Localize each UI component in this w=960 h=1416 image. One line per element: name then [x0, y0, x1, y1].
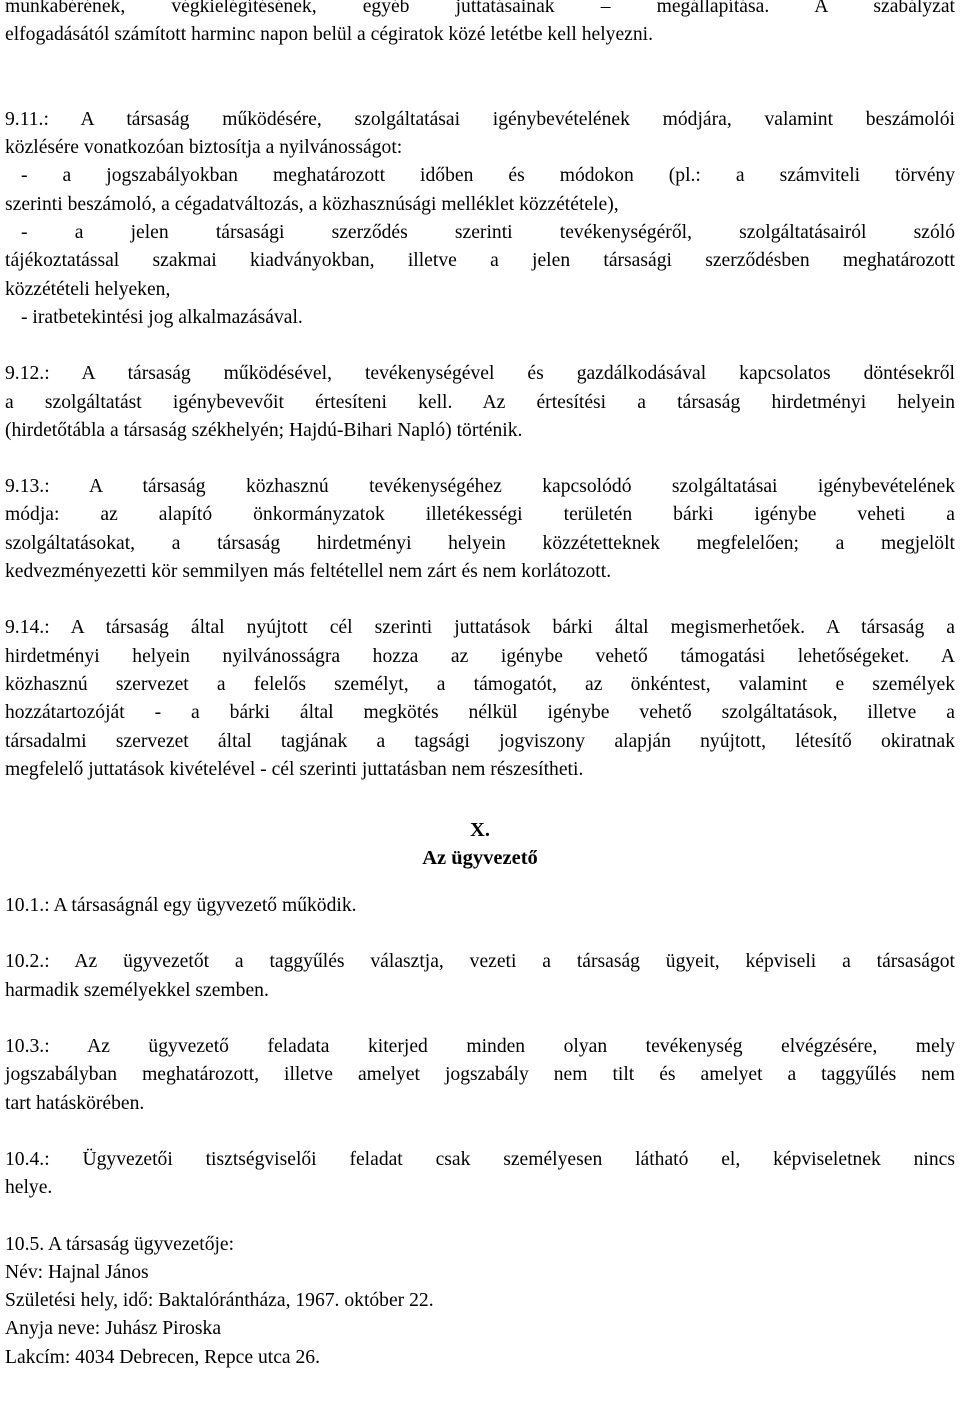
- text-line: 10.5. A társaság ügyvezetője:: [5, 1233, 235, 1255]
- text-line: kedvezményezetti kör semmilyen más feltétellel nem zárt és nem korlátozott.: [5, 561, 612, 583]
- text-line: Születési hely, idő: Baktalórántháza, 1967. október 22.: [5, 1290, 434, 1312]
- text-line: - a jogszabályokban meghatározott időben és módokon (pl.: a számviteli törvény: [21, 165, 955, 187]
- text-line: - a jelen társasági szerződés szerinti tevékenységéről, szolgáltatásairól szóló: [21, 222, 955, 244]
- text-line: 9.14.: A társaság által nyújtott cél szerinti juttatások bárki által megismerhetőek. A társaság a: [5, 617, 955, 639]
- text-line: közzétételi helyeken,: [5, 278, 171, 300]
- text-line: tart hatáskörében.: [5, 1092, 145, 1114]
- text-line: szerinti beszámoló, a cégadatváltozás, a közhasznúsági melléklet közzététele),: [5, 193, 619, 215]
- document-body: [5, 0, 955, 1372]
- text-line: szolgáltatásokat, a társaság hirdetményi helyein közzétetteknek megfelelően; a megjelölt: [5, 532, 955, 554]
- section-number: X.: [470, 819, 490, 842]
- text-line: (hirdetőtábla a társaság székhelyén; Hajdú-Bihari Napló) történik.: [5, 419, 523, 441]
- text-line: 10.2.: Az ügyvezetőt a taggyűlés választja, vezeti a társaság ügyeit, képviseli a társaságot: [5, 951, 955, 973]
- text-line: hozzátartozóját - a bárki által megkötés nélkül igénybe vehető szolgáltatások, illetve a: [5, 702, 955, 724]
- text-line: Lakcím: 4034 Debrecen, Repce utca 26.: [5, 1346, 321, 1368]
- text-line: munkabérének, végkielégítésének, egyéb juttatásainak – megállapítása. A szabályzat: [5, 0, 955, 17]
- text-line: elfogadásától számított harminc napon belül a cégiratok közé letétbe kell helyezni.: [5, 24, 653, 46]
- text-line: közhasznú szervezet a felelős személyt, a támogatót, az önkéntest, valamint e személyek: [5, 673, 955, 695]
- text-line: módja: az alapító önkormányzatok illetékességi területén bárki igénybe veheti a: [5, 504, 955, 526]
- text-line: 10.4.: Ügyvezetői tisztségviselői feladat csak személyesen látható el, képviseletnek nincs: [5, 1148, 955, 1170]
- text-line: tájékoztatással szakmai kiadványokban, illetve a jelen társasági szerződésben meghatározott: [5, 250, 955, 272]
- text-line: - iratbetekintési jog alkalmazásával.: [21, 306, 303, 328]
- section-title: Az ügyvezető: [422, 847, 538, 870]
- text-line: 9.11.: A társaság működésére, szolgáltatásai igénybevételének módjára, valamint beszámolói: [5, 108, 955, 130]
- text-line: a szolgáltatást igénybevevőit értesíteni kell. Az értesítési a társaság hirdetményi helyein: [5, 391, 955, 413]
- text-line: jogszabályban meghatározott, illetve amelyet jogszabály nem tilt és amelyet a taggyűlés nem: [5, 1064, 955, 1086]
- text-line: 10.3.: Az ügyvezető feladata kiterjed minden olyan tevékenység elvégzésére, mely: [5, 1036, 955, 1058]
- text-line: hirdetményi helyein nyilvánosságra hozza az igénybe vehető támogatási lehetőségeket. A: [5, 645, 955, 667]
- text-line: közlésére vonatkozóan biztosítja a nyilvánosságot:: [5, 137, 403, 159]
- text-line: Anyja neve: Juhász Piroska: [5, 1318, 222, 1340]
- text-line: Név: Hajnal János: [5, 1261, 149, 1283]
- text-line: megfelelő juttatások kivételével - cél szerinti juttatásban nem részesítheti.: [5, 758, 584, 780]
- text-line: 10.1.: A társaságnál egy ügyvezető működik.: [5, 895, 357, 917]
- text-line: harmadik személyekkel szemben.: [5, 979, 269, 1001]
- text-line: 9.13.: A társaság közhasznú tevékenységéhez kapcsolódó szolgáltatásai igénybevételének: [5, 476, 955, 498]
- text-line: helye.: [5, 1177, 53, 1199]
- text-line: 9.12.: A társaság működésével, tevékenységével és gazdálkodásával kapcsolatos döntésekről: [5, 363, 955, 385]
- text-line: társadalmi szervezet által tagjának a tagsági jogviszony alapján nyújtott, létesítő okiratnak: [5, 730, 955, 752]
